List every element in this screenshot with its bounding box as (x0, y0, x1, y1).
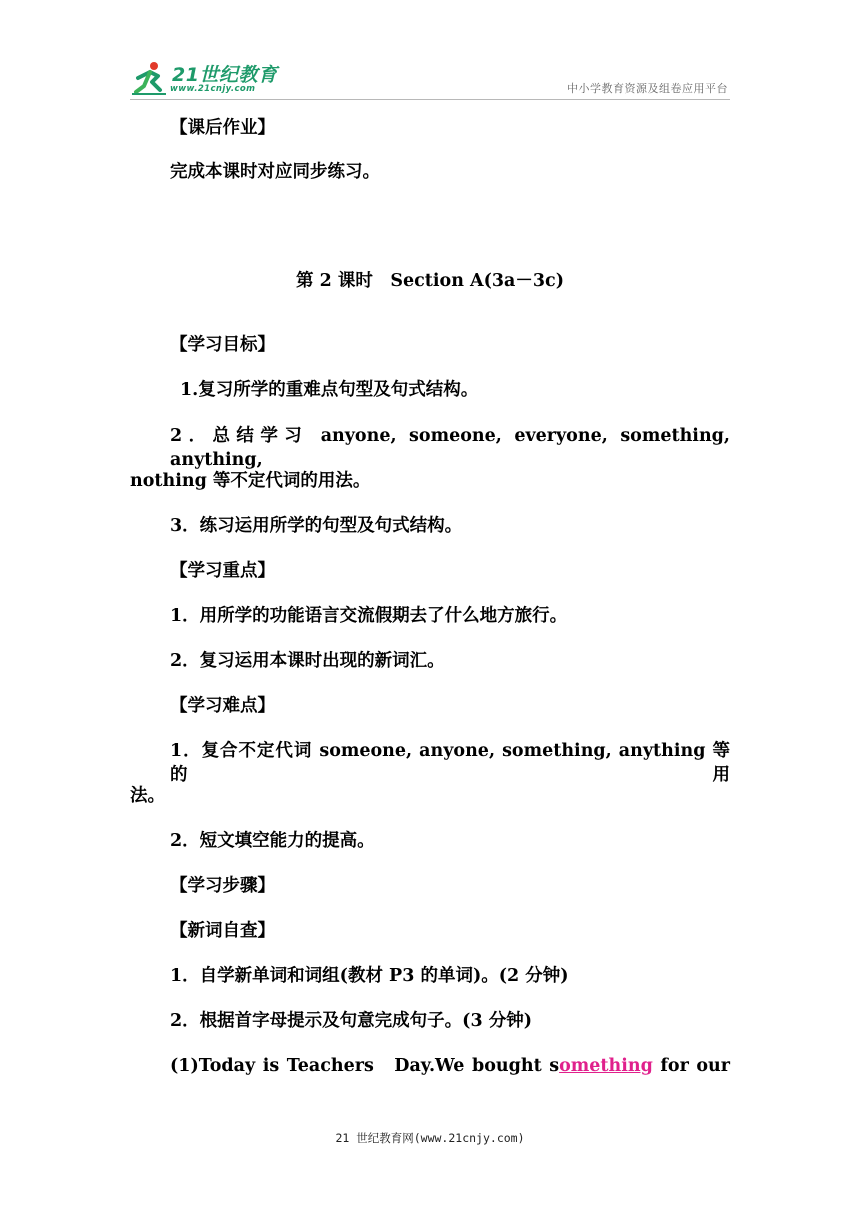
header-tagline: 中小学教育资源及组卷应用平台 (567, 82, 728, 95)
difficulty-heading: 【学习难点】 (170, 696, 275, 716)
exercise-1-prefix: (1)Today is Teachers Day.We bought s (170, 1056, 560, 1076)
vocab-heading: 【新词自查】 (170, 921, 275, 941)
goal-2-line2: nothing 等不定代词的用法。 (130, 471, 371, 491)
logo-name: 21世纪教育 (172, 64, 278, 86)
goal-1: 1.复习所学的重难点句型及句式结构。 (180, 380, 479, 400)
site-logo (130, 58, 290, 98)
focus-1: 1．用所学的功能语言交流假期去了什么地方旅行。 (170, 606, 568, 626)
lesson-title: 第 2 课时 Section A(3a－3c) (296, 271, 564, 291)
focus-heading: 【学习重点】 (170, 561, 275, 581)
goals-heading: 【学习目标】 (170, 335, 275, 355)
vocab-1: 1．自学新单词和词组(教材 P3 的单词)。(2 分钟) (170, 966, 569, 986)
homework-text: 完成本课时对应同步练习。 (170, 162, 380, 182)
goal-3: 3．练习运用所学的句型及句式结构。 (170, 516, 463, 536)
header-divider (130, 99, 730, 100)
page-footer: 21 世纪教育网(www.21cnjy.com) (335, 1131, 525, 1145)
difficulty-1-line2: 法。 (130, 786, 165, 806)
page-header (130, 58, 730, 98)
exercise-1 (170, 1054, 730, 1078)
difficulty-2: 2．短文填空能力的提高。 (170, 831, 375, 851)
focus-2: 2．复习运用本课时出现的新词汇。 (170, 651, 445, 671)
goal-2-line1: 2．总结学习 anyone, someone, everyone, something, anything, (170, 426, 730, 470)
logo-url: www.21cnjy.com (170, 84, 256, 94)
steps-heading: 【学习步骤】 (170, 876, 275, 896)
homework-heading: 【课后作业】 (170, 118, 275, 138)
vocab-2: 2．根据首字母提示及句意完成句子。(3 分钟) (170, 1011, 533, 1031)
runner-logo-icon (130, 58, 170, 98)
difficulty-1-line1: 1．复合不定代词 someone, anyone, something, anything 等的用 (170, 741, 730, 785)
exercise-1-suffix: for our (652, 1056, 730, 1076)
exercise-1-answer: omething (559, 1056, 653, 1076)
